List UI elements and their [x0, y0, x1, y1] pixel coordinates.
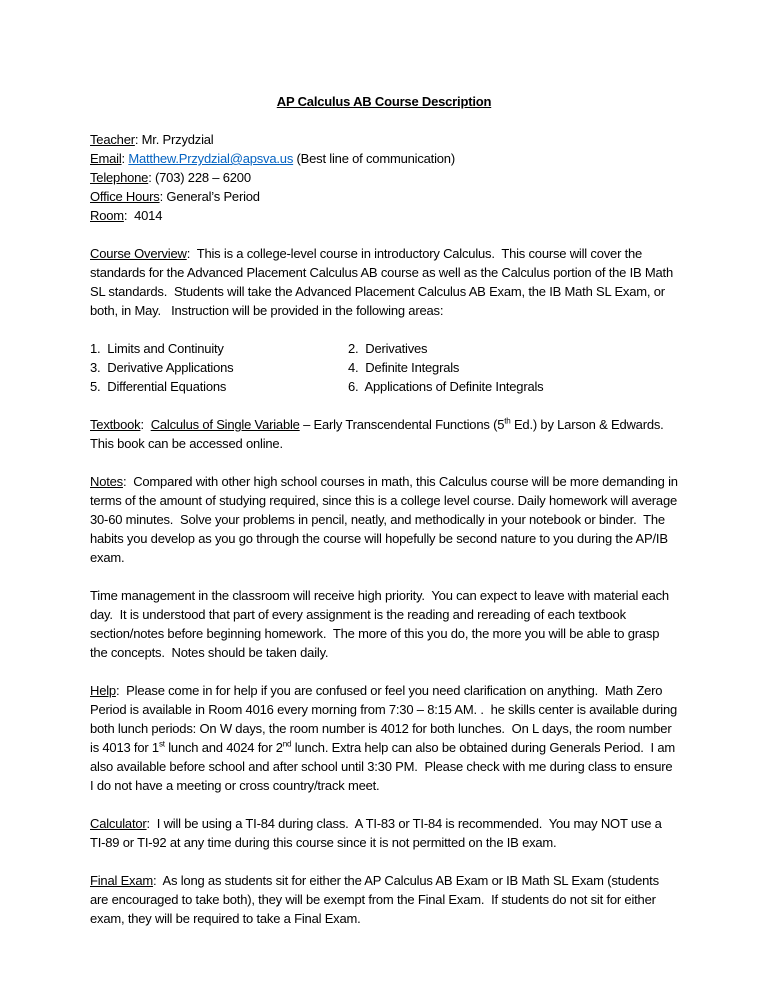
- office-hours-label: Office Hours: [90, 189, 160, 204]
- room-value: : 4014: [123, 208, 163, 223]
- paragraph-textbook: [90, 415, 678, 453]
- textbook-text-after-sup: Ed.) by Larson & Edwards. This book can be accessed online.: [90, 417, 671, 451]
- contact-line-telephone: [90, 168, 678, 187]
- paragraph-final-exam: [90, 871, 678, 928]
- topic-item-applications-definite-integrals: 6. Applications of Definite Integrals: [348, 379, 544, 394]
- contact-line-teacher: [90, 130, 678, 149]
- notes-label: Notes: [90, 474, 123, 489]
- course-overview-label: Course Overview: [90, 246, 187, 261]
- topic-item-derivatives: 2. Derivatives: [348, 341, 428, 356]
- email-label: Email: [90, 151, 122, 166]
- help-text-2: lunch and 4024 for 2: [164, 740, 283, 755]
- final-exam-label: Final Exam: [90, 873, 154, 888]
- ordinal-superscript-nd: nd: [282, 739, 292, 749]
- help-label: Help: [90, 683, 116, 698]
- paragraph-course-overview: [90, 244, 678, 320]
- room-label: Room: [90, 208, 124, 223]
- contact-line-office-hours: [90, 187, 678, 206]
- topic-item-derivative-applications: 3. Derivative Applications: [90, 360, 234, 375]
- time-management-text: Time management in the classroom will receive high priority. You can expect to leave with material each day. It is understood that part of every assignment is the reading and rereading of each textbook section/notes before beginning homework. The more of this you do, the more you will be able to grasp the concepts. Notes should be taken daily.: [90, 588, 673, 660]
- textbook-text-before-sup: – Early Transcendental Functions (5: [299, 417, 505, 432]
- topic-item-differential-equations: 5. Differential Equations: [90, 379, 227, 394]
- notes-text: : Compared with other high school courses in math, this Calculus course will be more demanding in terms of the amount of studying required, since this is a college level course. Daily homework will average 30-60 minutes. Solve your problems in pencil, neatly, and methodically in your notebook or binder. The habits you develop as you go through the course will hopefully be second nature to you during the AP/IB exam.: [90, 474, 682, 565]
- paragraph-time-management: [90, 586, 678, 662]
- email-link[interactable]: Matthew.Przydzial@apsva.us: [128, 151, 294, 166]
- topics-list: [90, 339, 678, 396]
- teacher-value: : Mr. Przydzial: [134, 132, 214, 147]
- email-note: (Best line of communication): [293, 151, 455, 166]
- contact-line-room: [90, 206, 678, 225]
- page-title: AP Calculus AB Course Description: [276, 94, 492, 109]
- paragraph-notes: [90, 472, 682, 567]
- contact-line-email: [90, 149, 678, 168]
- course-overview-text: : This is a college-level course in introductory Calculus. This course will cover the standards for the Advanced Placement Calculus AB course as well as the Calculus portion of the IB Math SL standards. Students will take the Advanced Placement Calculus AB Exam, the IB Math SL Exam, or both, in May. Instruction will be provided in the following areas:: [90, 246, 677, 318]
- textbook-separator: :: [140, 417, 151, 432]
- ordinal-superscript-th: th: [504, 416, 511, 426]
- telephone-label: Telephone: [90, 170, 149, 185]
- teacher-label: Teacher: [90, 132, 135, 147]
- help-text-1: : Please come in for help if you are confused or feel you need clarification on anything. Math Zero Period is available in Room 4016 every morning from 7:30 – 8:15 AM. . he skills center is available during both lunch periods: On W days, the room number is 4012 for both lunches. On L days, the room number is 4013 for 1: [90, 683, 681, 755]
- textbook-label: Textbook: [90, 417, 141, 432]
- ordinal-superscript-st: st: [158, 739, 165, 749]
- paragraph-help: [90, 681, 681, 795]
- topic-item-definite-integrals: 4. Definite Integrals: [348, 360, 460, 375]
- office-hours-value: : General’s Period: [159, 189, 260, 204]
- telephone-value: : (703) 228 – 6200: [148, 170, 251, 185]
- help-text-3: lunch. Extra help can also be obtained during Generals Period. I am also available before school and after school until 3:30 PM. Please check with me during class to ensure I do not have a meeting or cross country/track meet.: [90, 740, 679, 793]
- paragraph-calculator: [90, 814, 678, 852]
- calculator-text: : I will be using a TI-84 during class. A TI-83 or TI-84 is recommended. You may NOT use a TI-89 or TI-92 at any time during this course since it is not permitted on the IB exam.: [90, 816, 665, 850]
- final-exam-text: : As long as students sit for either the AP Calculus AB Exam or IB Math SL Exam (students are encouraged to take both), they will be exempt from the Final Exam. If students do not sit for either exam, they will be required to take a Final Exam.: [90, 873, 663, 926]
- email-separator: :: [121, 151, 129, 166]
- calculator-label: Calculator: [90, 816, 147, 831]
- topic-item-limits: 1. Limits and Continuity: [90, 341, 224, 356]
- book-title: Calculus of Single Variable: [150, 417, 300, 432]
- contact-block: [90, 130, 678, 225]
